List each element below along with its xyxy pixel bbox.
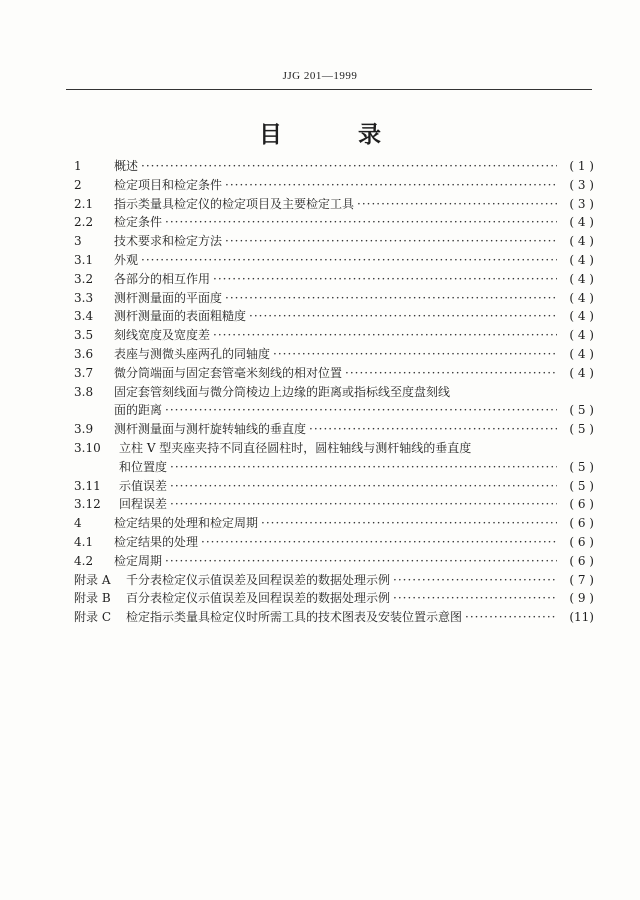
toc-entry-number: 3.2 [74,271,94,286]
toc-entry-number: 3.6 [74,346,94,361]
toc-entry-page: ( 7 ) [569,572,594,587]
toc-entry-page: ( 4 ) [569,234,594,249]
toc-entry-label: 外观 [114,252,139,267]
toc-entry-label: 千分表检定仪示值误差及回程误差的数据处理示例 [126,572,391,587]
toc-entry-number: 3.7 [74,365,94,380]
leader-dots [165,213,557,232]
toc-entry-3[interactable] [74,232,594,251]
toc-entry-page: ( 5 ) [569,403,594,418]
toc-entry-page: ( 1 ) [569,159,594,173]
toc-entry-label: 检定结果的处理和检定周期 [114,516,259,531]
toc-entry-number: 3.4 [74,309,94,324]
toc-entry-appendix-c[interactable] [74,608,594,627]
table-of-contents [74,157,594,627]
toc-entry-number: 2.2 [74,215,94,230]
toc-entry-3-8-continued[interactable] [74,401,594,420]
leader-dots [273,345,557,364]
toc-entry-number: 3.10 [74,440,101,455]
toc-entry-label: 固定套管刻线面与微分筒棱边上边缘的距离或指标线至度盘刻线 [114,384,451,399]
toc-entry-label-continued: 和位置度 [119,459,168,474]
leader-dots [309,420,557,439]
toc-entry-page: (11) [569,610,594,625]
toc-entry-page: ( 5 ) [569,422,594,437]
toc-entry-page: ( 4 ) [569,290,594,305]
toc-entry-label: 指示类量具检定仪的检定项目及主要检定工具 [114,196,355,211]
toc-entry-page: ( 6 ) [569,553,594,568]
leader-dots [261,514,557,533]
toc-entry-1[interactable] [74,157,594,176]
leader-dots [201,533,557,552]
toc-entry-label: 检定结果的处理 [114,534,199,549]
toc-entry-4[interactable] [74,514,594,533]
toc-entry-label: 表座与测微头座两孔的同轴度 [114,346,271,361]
toc-entry-2-2[interactable] [74,213,594,232]
toc-entry-page: ( 6 ) [569,516,594,531]
toc-entry-number: 附录 B [74,591,111,606]
leader-dots [213,326,557,345]
toc-entry-number: 3.3 [74,290,94,305]
toc-entry-3-7[interactable] [74,364,594,383]
toc-entry-3-5[interactable] [74,326,594,345]
toc-entry-3-10[interactable] [74,439,594,458]
toc-entry-page: ( 6 ) [569,534,594,549]
toc-entry-label: 检定指示类量具检定仪时所需工具的技术图表及安装位置示意图 [126,610,463,625]
toc-entry-2-1[interactable] [74,195,594,214]
document-code-header: JJG 201—1999 [282,70,358,82]
toc-entry-3-6[interactable] [74,345,594,364]
toc-entry-3-8[interactable] [74,383,594,402]
leader-dots [165,401,557,420]
toc-entry-page: ( 4 ) [569,215,594,230]
toc-entry-page: ( 4 ) [569,309,594,324]
leader-dots [170,458,557,477]
toc-entry-number: 4.2 [74,553,94,568]
toc-entry-page: ( 3 ) [569,196,594,211]
toc-entry-3-3[interactable] [74,289,594,308]
toc-entry-label: 刻线宽度及宽度差 [114,328,211,343]
toc-entry-3-10-continued[interactable] [74,458,594,477]
toc-entry-page: ( 9 ) [569,591,594,606]
leader-dots [225,176,557,195]
toc-entry-label: 测杆测量面与测杆旋转轴线的垂直度 [114,422,307,437]
toc-entry-number: 3.9 [74,422,94,437]
toc-entry-3-11[interactable] [74,477,594,496]
leader-dots [345,364,557,383]
toc-entry-page: ( 5 ) [569,478,594,493]
leader-dots [393,589,557,608]
leader-dots [170,477,557,496]
toc-entry-label: 检定项目和检定条件 [114,177,223,192]
toc-entry-page: ( 4 ) [569,365,594,380]
toc-entry-label: 回程误差 [119,497,168,512]
toc-entry-label: 检定条件 [114,215,163,230]
leader-dots [225,289,557,308]
toc-entry-number: 4.1 [74,534,94,549]
toc-entry-3-4[interactable] [74,307,594,326]
toc-entry-label: 示值误差 [119,478,168,493]
toc-entry-number: 2.1 [74,196,94,211]
leader-dots [170,495,557,514]
toc-entry-page: ( 3 ) [569,177,594,192]
toc-entry-label: 检定周期 [114,553,163,568]
toc-entry-page: ( 6 ) [569,497,594,512]
toc-entry-label: 各部分的相互作用 [114,271,211,286]
toc-entry-page: ( 4 ) [569,346,594,361]
toc-entry-3-12[interactable] [74,495,594,514]
toc-entry-page: ( 4 ) [569,252,594,267]
toc-entry-number: 附录 A [74,572,111,587]
toc-entry-page: ( 5 ) [569,459,594,474]
toc-entry-number: 2 [74,177,82,192]
leader-dots [225,232,557,251]
toc-entry-label: 概述 [114,159,139,173]
toc-entry-number: 3.8 [74,384,94,399]
toc-entry-label: 微分筒端面与固定套管毫米刻线的相对位置 [114,365,343,380]
toc-entry-number: 附录 C [74,610,111,625]
toc-entry-page: ( 4 ) [569,328,594,343]
toc-entry-number: 3.11 [74,478,101,493]
header-rule [66,89,592,90]
leader-dots [141,157,557,176]
toc-entry-number: 3.5 [74,328,94,343]
toc-entry-3-9[interactable] [74,420,594,439]
toc-entry-page: ( 4 ) [569,271,594,286]
toc-entry-number: 3.12 [74,497,101,512]
page-title: 目 录 [258,122,415,148]
toc-entry-label: 测杆测量面的表面粗糙度 [114,309,247,324]
toc-entry-label: 技术要求和检定方法 [114,234,223,249]
toc-entry-number: 3.1 [74,252,94,267]
leader-dots [141,251,557,270]
leader-dots [249,307,557,326]
leader-dots [465,608,557,627]
toc-entry-label: 百分表检定仪示值误差及回程误差的数据处理示例 [126,591,391,606]
toc-entry-3-1[interactable] [74,251,594,270]
toc-entry-number: 4 [74,516,82,531]
toc-entry-appendix-a[interactable] [74,571,594,590]
toc-entry-appendix-b[interactable] [74,589,594,608]
toc-entry-number: 1 [74,159,82,173]
toc-entry-4-2[interactable] [74,552,594,571]
toc-entry-label: 测杆测量面的平面度 [114,290,223,305]
leader-dots [393,571,557,590]
toc-entry-number: 3 [74,234,82,249]
leader-dots [165,552,557,571]
toc-entry-3-2[interactable] [74,270,594,289]
toc-entry-label: 立柱 V 型夹座夹持不同直径圆柱时，圆柱轴线与测杆轴线的垂直度 [119,440,472,455]
leader-dots [213,270,557,289]
leader-dots [357,195,557,214]
toc-entry-label-continued: 面的距离 [114,403,163,418]
toc-entry-4-1[interactable] [74,533,594,552]
toc-entry-2[interactable] [74,176,594,195]
